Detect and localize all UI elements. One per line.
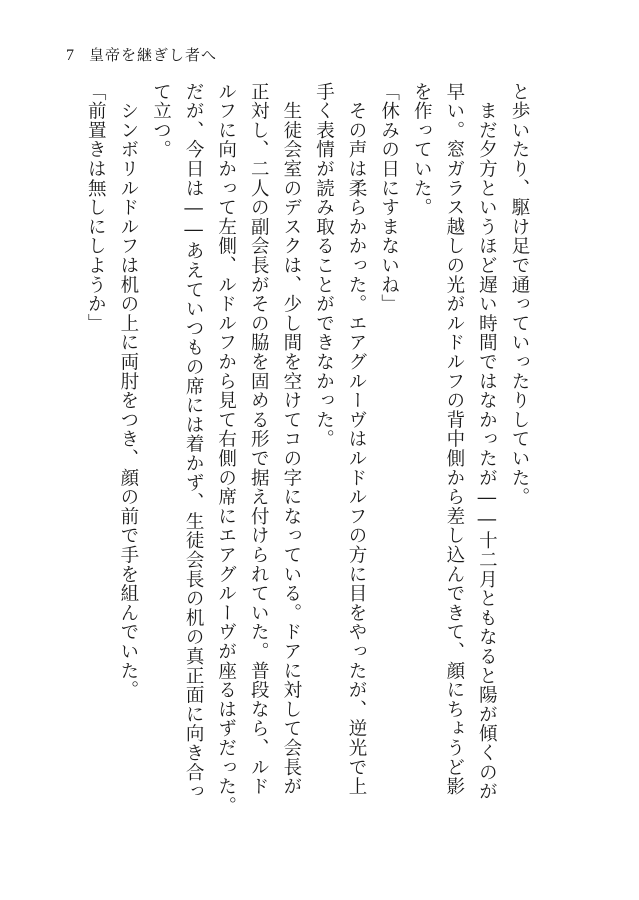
text-line: まだ夕方というほど遅い時間ではなかったが――十二月ともなると陽が傾くのが (476, 82, 498, 802)
running-head (66, 44, 217, 66)
chapter-title: 皇帝を継ぎし者へ (89, 46, 218, 64)
text-line: を作っていた。 (411, 82, 433, 218)
text-line: と歩いたり、駆け足で通っていったりしていた。 (509, 82, 530, 507)
text-line: 「休みの日にすまないね」 (378, 82, 400, 314)
page-number: 7 (66, 47, 75, 64)
text-line: だが、今日は――あえていつもの席には着かず、生徒会長の机の真正面に向き合っ (183, 82, 205, 802)
text-line: 生徒会室のデスクは、少し間を空けてコの字になっている。ドアに対して会長が (280, 82, 302, 797)
text-line: 早い。窓ガラス越しの光がルドルフの背中側から差し込んできて、顔にちょうど影 (443, 82, 465, 797)
text-line: シンボリルドルフは机の上に両肘をつき、顔の前で手を組んでいた。 (117, 82, 139, 700)
text-line: 「前置きは無しにしようか」 (85, 82, 107, 333)
text-line: その声は柔らかかった。エアグルーヴはルドルフの方に目をやったが、逆光で上 (346, 82, 368, 797)
text-line: 手く表情が読み取ることができなかった。 (313, 82, 335, 449)
vertical-text-body (79, 82, 535, 862)
text-line: ルフに向かって左側、ルドルフから見て右側の席にエアグルーヴが座るはずだった。 (215, 82, 237, 816)
text-line: 正対し、二人の副会長がその脇を固める形で据え付けられていた。普段なら、ルド (248, 82, 270, 797)
text-line: て立つ。 (150, 82, 172, 160)
